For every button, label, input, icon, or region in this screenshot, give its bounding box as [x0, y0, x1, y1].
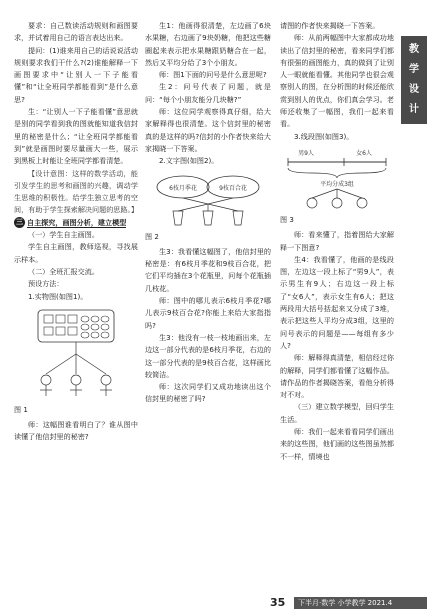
paragraph: 师：这次同学们又成功地读出这个信封里的秘密了吗?	[145, 382, 271, 404]
paragraph: 生：“让别人一下子能看懂”意思就是别的同学看到我的图就能知道我信封里的秘密是什么；“让全班同学都能看到”就是画图时要尽量画大一些，展示到黑板上时能让全班同学都看清楚。	[14, 107, 138, 166]
section-heading	[14, 217, 138, 229]
paragraph: 师：看来懂了，指着图给大家解释一下图意?	[280, 230, 394, 252]
figure-3-middle-label: 平均分成3组	[320, 180, 354, 188]
paragraph: 要求：自己数读活动规则和画图要求，并试着用自己的语言表达出来。	[14, 21, 138, 43]
figure-1	[14, 306, 138, 402]
figure-2-caption: 图 2	[145, 231, 159, 241]
section-heading-text: 自主探究，画图分析，建立模型	[27, 217, 127, 227]
side-tab-char: 教	[409, 44, 419, 55]
side-tab-char: 学	[409, 64, 419, 75]
figure-3-caption: 图 3	[280, 214, 294, 224]
paragraph: 提问：(1)谁来用自己的话说说活动规则要求我们干什么?(2)谁能解释一下画图要求中“让别人一下子能看懂”和“让全班同学都能看到”是什么意思?	[14, 45, 138, 104]
figure-2-drawing	[153, 171, 263, 229]
paragraph: 师：从前两幅图中大家都成功地读出了信封里的秘密，看来同学们都有很强的画图能力，真的做到了让别人一眼就能看懂。其他同学也很会观察别人的图，在分析图的时候还能欣赏到别人的优点，你们真会学习。老师还收集了一幅图，我们一起来看看。	[280, 33, 394, 129]
paragraph: （二）全班汇报交流。	[28, 266, 99, 276]
column-1	[14, 20, 138, 444]
side-tab-char: 设	[409, 84, 419, 95]
paragraph: 生3：我看懂这幅图了，他信封里的秘密是：有6枝月季花和9枝百合花，把它们平均插在3个花瓶里，问每个花瓶插几枝花。	[145, 246, 271, 293]
column-2	[145, 20, 271, 406]
paragraph: 师：解释得真清楚，相信经过你的解释，同学们都看懂了这幅作品。请作品的作者揭晓答案，看他分析得对不对。	[280, 353, 394, 400]
paragraph: 师：图1下面的问号是什么意思呢?	[159, 70, 267, 80]
column-3	[280, 20, 394, 463]
paragraph: 学生自主画图，教师巡视，寻找展示样本。	[14, 242, 138, 264]
paragraph: 预设方法：	[28, 279, 64, 289]
paragraph: 师：这幅图谁看明白了？谁从图中读懂了他信封里的秘密?	[14, 420, 138, 442]
figure-3-women-label: 女6人	[356, 149, 372, 157]
paragraph: 师：我们一起来看看同学们画出来的这些图，他们画的这些图虽然都不一样，情境也	[280, 427, 394, 461]
side-tab	[401, 36, 427, 124]
paragraph: （三）建立数学模型，回归学生生活。	[280, 402, 394, 424]
figure-1-caption: 图 1	[14, 404, 28, 414]
paragraph: 生4：我看懂了，他画的是线段图，左边这一段上标了“男9人”，表示男生有9人；右边这一段上标了“女6人”，表示女生有6人；把这两段用大括号括起来又分成了3堆，表示把这些人平均分成3组，这里的问号表示的问题是——每组有多少人?	[280, 254, 394, 350]
page-number: 35	[270, 596, 286, 609]
footer-band: 下半月·数学 小学教学 2021.4	[294, 597, 427, 609]
paragraph: （一）学生自主画图。	[28, 230, 99, 240]
paragraph: 请图的作者快来揭晓一下答案。	[280, 21, 380, 30]
paragraph: 2.文字图(如图2)。	[159, 156, 219, 166]
paragraph: 生2：问号代表了问题，就是问：“每个小朋友能分几块糖?”	[145, 82, 271, 104]
paragraph: 师：这位同学观察得真仔细，给大家解释得也很清楚。这个信封里的秘密真的是这样的吗?信封的小作者快来给大家揭晓一下答案。	[145, 107, 271, 153]
paragraph: 生1：他画得很清楚，左边画了6块水果糖，右边画了9块奶糖，他把这些糖圈起来表示把水果糖跟奶糖合在一起，然后又平均分给了3个小朋友。	[145, 21, 271, 67]
paragraph: 生3：他没有一枝一枝地画出来，左边这一部分代表的是6枝月季花，右边的这一部分代表的是9枝百合花，这样画比较简洁。	[145, 332, 271, 379]
figure-2-right-label: 9枝百合花	[219, 184, 247, 192]
paragraph: 1.实物图(如图1)。	[28, 291, 88, 301]
figure-2	[145, 171, 271, 229]
footer	[270, 596, 427, 610]
figure-1-drawing	[26, 306, 126, 402]
paragraph: 3.线段图(如图3)。	[294, 131, 354, 141]
design-intent-note: 【设计意图：这样的数学活动，能引发学生的思考和画图的兴趣，调动学生思维的积极性。给学生独立思考的空间，有助于学生探索解决问题的思路。】	[14, 168, 139, 215]
side-tab-char: 计	[409, 104, 419, 115]
figure-3-drawing	[282, 146, 392, 212]
figure-2-left-label: 6枝月季花	[169, 184, 197, 192]
section-number-badge: 三	[16, 218, 23, 227]
paragraph: 师：图中的哪儿表示6枝月季花?哪儿表示9枝百合花?你能上来给大家指指吗?	[145, 296, 271, 330]
figure-3-men-label: 男9人	[298, 149, 314, 157]
figure-3	[280, 146, 394, 212]
